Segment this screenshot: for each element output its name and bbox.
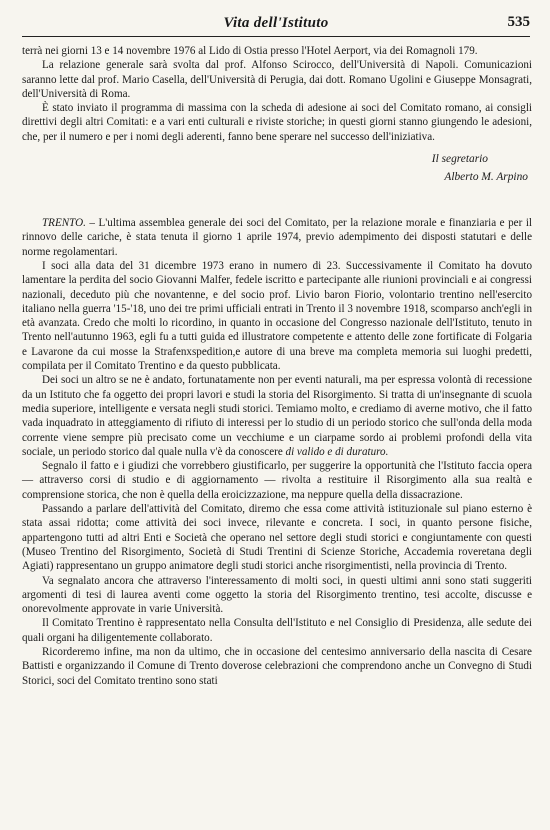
signature-name: Alberto M. Arpino [444,171,528,184]
paragraph-text: Dei soci un altro se ne è andato, fortunatamente non per eventi naturali, ma per espressa volontà di recessione da un Istituto che fa oggetto dei propri lavori e studi la storia del Risorgimento. Si tratta di un'insegnante di scuola media superiore, intelligente e versata negli studi storici. Temiamo molto, e crediamo di averne motivo, che il fatto vada inquadrato in atteggiamento di rifiuto di interessi per lo studio di un periodo storico che sull'onda della moda corrente viene sempre più precisato come un vecchiume e un ciarpame sordo ai problemi profondi della vita sociale, un periodo storico dal quale nulla v'è da conoscere [22,374,532,458]
paragraph: Ricorderemo infine, ma non da ultimo, che in occasione del centesimo anniversario della nascita di Cesare Battisti e organizzando il Comune di Trento doverose celebrazioni che comprendono anche un Convegno di Studi Storici, soci del Comitato trentino sono stati [22,645,532,687]
page-number: 535 [507,14,530,30]
paragraph: I soci alla data del 31 dicembre 1973 erano in numero di 23. Successivamente il Comitato ha dovuto lamentare la perdita del socio Giovanni Malfer, fedele iscritto e partecipante alle riunioni provinciali e ai congressi nazionali, deceduto più che novantenne, e del socio prof. Livio baron Fiorio, volontario trentino nell'esercito italiano nella guerra '15-'18, uno dei tre primi ufficiali entrati in Trento il 3 novembre 1918, scomparso anch'egli in età avanzata. Credo che molti lo ricordino, in quanto in occasione del Congresso nazionale dell'Istituto, tenuto in Trento nell'autunno 1963, egli fu a tutti guida ed illustratore competente e attento delle zone fortificate di Folgaria e Lavarone da cui mosse la Strafenxspedition,e autore di una breve ma completa memoria sui luoghi predetti, compilata per il Comitato Trentino e da questo pubblicata. [22,259,532,373]
italic-phrase: di valido e di duraturo. [285,445,389,458]
paragraph: La relazione generale sarà svolta dal prof. Alfonso Scirocco, dell'Università di Napoli. Comunicazioni saranno lette dal prof. Mario Casella, dell'Università di Perugia, dai dott. Romano Ugolini e Giuseppe Monsagrati, dell'Università di Roma. [22,59,532,100]
running-title: Vita dell'Istituto [223,15,329,31]
paragraph-trento [22,216,532,259]
section-gap [22,186,532,216]
paragraph: È stato inviato il programma di massima con la scheda di adesione ai soci del Comitato romano, ai consigli direttivi degli altri Comitati: e a vari enti culturali e riviste storiche; in questi giorni stanno giungendo le adesioni, che, per il numero e per i nomi degli aderenti, fanno bene sperare nel successo dell'iniziativa. [22,102,532,143]
signature-role: Il segretario [431,153,488,166]
section-city-heading: TRENTO. [42,217,86,230]
body-text [22,44,532,688]
paragraph: Segnalo il fatto e i giudizi che vorrebbero giustificarlo, per suggerire la opportunità che l'Istituto faccia opera — attraverso corsi di studio e di aggiornamento — rivolta a restituire il Risorgimento alla sua realtà e comprensione storica, che non è quella della eroicizzazione, ma neppure quella della dissacrazione. [22,460,532,501]
paragraph: Il Comitato Trentino è rappresentato nella Consulta dell'Istituto e nel Consiglio di Presidenza, alle sedute dei quali organi ha diligentemente collaborato. [22,617,532,644]
paragraph: Passando a parlare dell'attività del Comitato, diremo che essa come attività istituzionale sul piano esterno è stata assai ridotta; come attività dei soci invece, rilevante e concreta. I soci, in quanto persone fisiche, appartengono tutti ad altri Enti e Società che operano nel settore degli studi storici e congiuntamente con questi (Museo Trentino del Risorgimento, Società di Studi Trentini di Scienze Storiche, Accademia roveretana degli Agiati) rappresentano un gruppo animatore degli studi storici anche risorgimentisti, nella provincia di Trento. [22,503,532,573]
paragraph: Va segnalato ancora che attraverso l'interessamento di molti soci, in questi ultimi anni sono stati suggeriti argomenti di tesi di laurea aventi come oggetto la storia del Risorgimento trentino, tesi accolte, discusse e onorevolmente approvate in varie Università. [22,574,532,616]
page-header [22,12,530,37]
paragraph-text: – L'ultima assemblea generale dei soci del Comitato, per la relazione morale e finanziaria e per il rinnovo delle cariche, è stata tenuta il giorno 1 aprile 1974, previo adempimento dei disposti statutari e delle norme regolamentari. [22,217,532,258]
paragraph [22,373,532,459]
paragraph: terrà nei giorni 13 e 14 novembre 1976 al Lido di Ostia presso l'Hotel Aerport, via dei Romagnoli 179. [22,45,478,57]
signature-block [22,150,532,186]
